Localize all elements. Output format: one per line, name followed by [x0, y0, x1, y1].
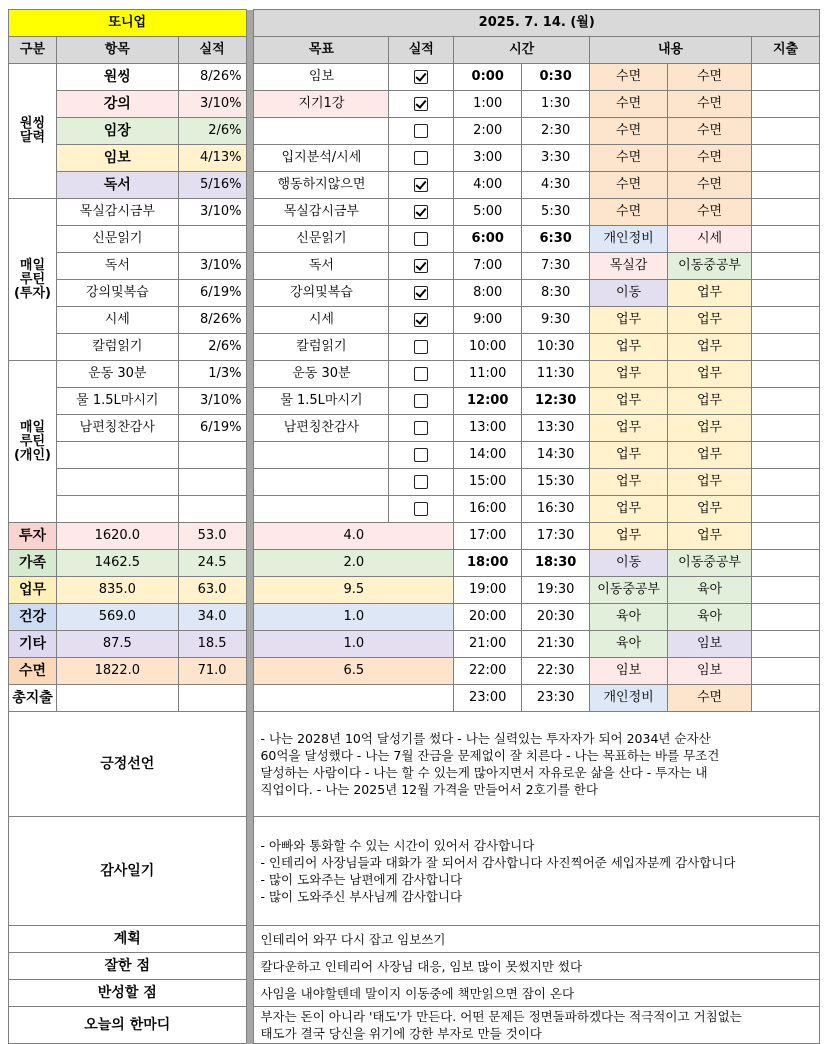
note-label: 긍정선언: [9, 712, 247, 817]
item-ratio: 6/19%: [178, 415, 246, 442]
column-divider: [246, 37, 254, 64]
time-end: 4:30: [522, 172, 590, 199]
time-end: 14:30: [522, 442, 590, 469]
expense-cell[interactable]: [752, 280, 820, 307]
item-name: 목실감시금부: [56, 199, 178, 226]
note-line: 태도가 결국 당신을 위기에 강한 부자로 만들 것이다: [260, 1026, 542, 1041]
note-content: 인테리어 와꾸 다시 잡고 임보쓰기: [254, 926, 820, 953]
group-label-line: 달력: [19, 130, 46, 145]
unchecked-checkbox[interactable]: [414, 421, 428, 435]
content-a: 수면: [590, 64, 668, 91]
content-a: 업무: [590, 469, 668, 496]
item-ratio: 8/26%: [178, 307, 246, 334]
expense-cell[interactable]: [752, 442, 820, 469]
time-start: 14:00: [454, 442, 522, 469]
time-end: 1:30: [522, 91, 590, 118]
actual-checkbox-cell: [389, 91, 454, 118]
content-b: 수면: [668, 199, 752, 226]
date-header: 2025. 7. 14. (월): [254, 10, 820, 37]
summary-value-1: 1620.0: [56, 523, 178, 550]
content-a: 수면: [590, 118, 668, 145]
item-name: 강의: [56, 91, 178, 118]
actual-checkbox-cell: [389, 145, 454, 172]
time-end: 11:30: [522, 361, 590, 388]
note-line: - 나는 2028년 10억 달성기를 썼다 - 나는 실력있는 투자자가 되어 2034년 순자산: [260, 731, 711, 746]
note-line: 직업이다. - 나는 2025년 12월 가격을 만들어서 2호기를 한다: [260, 782, 598, 797]
expense-cell[interactable]: [752, 253, 820, 280]
item-ratio: 2/6%: [178, 334, 246, 361]
header-time: 시간: [454, 37, 590, 64]
time-end: 5:30: [522, 199, 590, 226]
actual-checkbox-cell: [389, 469, 454, 496]
group-label-line: (개인): [13, 447, 51, 463]
header-actual-small: 실적: [178, 37, 246, 64]
header-content: 내용: [590, 37, 752, 64]
goal-cell: 입지분석/시세: [254, 145, 389, 172]
content-a: 업무: [590, 388, 668, 415]
time-start: 4:00: [454, 172, 522, 199]
content-b: 업무: [668, 469, 752, 496]
actual-checkbox-cell: [389, 64, 454, 91]
time-start: 18:00: [454, 550, 522, 577]
summary-value-3: 6.5: [254, 658, 454, 685]
time-end: 13:30: [522, 415, 590, 442]
item-name: 물 1.5L마시기: [56, 388, 178, 415]
note-line: - 많이 도와주는 남편에게 감사합니다: [260, 872, 463, 887]
item-name: 임장: [56, 118, 178, 145]
expense-cell[interactable]: [752, 334, 820, 361]
unchecked-checkbox[interactable]: [414, 475, 428, 489]
item-ratio: 3/10%: [178, 253, 246, 280]
time-end: 12:30: [522, 388, 590, 415]
time-start: 12:00: [454, 388, 522, 415]
planner-title: 또니업: [9, 10, 247, 37]
content-b: 수면: [668, 64, 752, 91]
checked-checkbox[interactable]: [414, 70, 428, 84]
expense-cell[interactable]: [752, 523, 820, 550]
time-start: 9:00: [454, 307, 522, 334]
group-label-line: (투자): [13, 285, 51, 301]
unchecked-checkbox[interactable]: [414, 502, 428, 516]
goal-cell: [254, 469, 389, 496]
unchecked-checkbox[interactable]: [414, 232, 428, 246]
summary-value-2: 63.0: [178, 577, 246, 604]
goal-cell: 물 1.5L마시기: [254, 388, 389, 415]
content-a: 수면: [590, 172, 668, 199]
time-start: 15:00: [454, 469, 522, 496]
actual-checkbox-cell: [389, 334, 454, 361]
goal-cell: [254, 118, 389, 145]
expense-cell[interactable]: [752, 226, 820, 253]
summary-value-1: [56, 685, 178, 712]
time-end: 23:30: [522, 685, 590, 712]
content-a: 임보: [590, 658, 668, 685]
content-b: 임보: [668, 658, 752, 685]
group-label: [9, 64, 57, 199]
summary-label: 가족: [9, 550, 57, 577]
summary-label: 건강: [9, 604, 57, 631]
time-end: 21:30: [522, 631, 590, 658]
item-name: 독서: [56, 172, 178, 199]
content-b: 업무: [668, 523, 752, 550]
time-end: 0:30: [522, 64, 590, 91]
time-end: 7:30: [522, 253, 590, 280]
content-b: 수면: [668, 91, 752, 118]
actual-checkbox-cell: [389, 307, 454, 334]
content-a: 수면: [590, 145, 668, 172]
note-content: 사임을 내야할텐데 말이지 이동중에 책만읽으면 잠이 온다: [254, 980, 820, 1007]
expense-cell[interactable]: [752, 577, 820, 604]
content-a: 개인정비: [590, 226, 668, 253]
note-content: 칼다운하고 인테리어 사장님 대응, 임보 많이 못썼지만 썼다: [254, 953, 820, 980]
time-start: 3:00: [454, 145, 522, 172]
note-line: - 아빠와 통화할 수 있는 시간이 있어서 감사합니다: [260, 838, 535, 853]
time-start: 11:00: [454, 361, 522, 388]
checked-checkbox[interactable]: [414, 97, 428, 111]
actual-checkbox-cell: [389, 226, 454, 253]
item-ratio: 4/13%: [178, 145, 246, 172]
summary-value-2: [178, 685, 246, 712]
actual-checkbox-cell: [389, 442, 454, 469]
time-start: 16:00: [454, 496, 522, 523]
content-b: 시세: [668, 226, 752, 253]
group-label-line: 루틴: [19, 433, 46, 449]
actual-checkbox-cell: [389, 361, 454, 388]
summary-value-3: 1.0: [254, 631, 454, 658]
summary-value-3: [254, 685, 454, 712]
item-name: 임보: [56, 145, 178, 172]
goal-cell: 목실감시금부: [254, 199, 389, 226]
content-a: 업무: [590, 442, 668, 469]
unchecked-checkbox[interactable]: [414, 151, 428, 165]
time-start: 5:00: [454, 199, 522, 226]
content-b: 임보: [668, 631, 752, 658]
expense-cell[interactable]: [752, 361, 820, 388]
actual-checkbox-cell: [389, 415, 454, 442]
summary-value-2: 53.0: [178, 523, 246, 550]
summary-value-3: 1.0: [254, 604, 454, 631]
goal-cell: 운동 30분: [254, 361, 389, 388]
goal-cell: [254, 442, 389, 469]
item-name: 원씽: [56, 64, 178, 91]
note-content: [254, 1007, 820, 1044]
summary-value-3: 9.5: [254, 577, 454, 604]
summary-value-1: 87.5: [56, 631, 178, 658]
note-line: - 인테리어 사장님들과 대화가 잘 되어서 감사합니다 사진찍어준 세입자분께 감사합니다: [260, 855, 736, 870]
item-ratio: 1/3%: [178, 361, 246, 388]
summary-value-1: 569.0: [56, 604, 178, 631]
note-label: 반성할 점: [9, 980, 247, 1007]
unchecked-checkbox[interactable]: [414, 340, 428, 354]
actual-checkbox-cell: [389, 280, 454, 307]
header-expense: 지출: [752, 37, 820, 64]
content-b: 육아: [668, 604, 752, 631]
goal-cell: 시세: [254, 307, 389, 334]
time-start: 6:00: [454, 226, 522, 253]
item-ratio: [178, 496, 246, 523]
content-b: 업무: [668, 280, 752, 307]
checked-checkbox[interactable]: [414, 286, 428, 300]
expense-cell[interactable]: [752, 118, 820, 145]
checked-checkbox[interactable]: [414, 313, 428, 327]
group-label-line: 루틴: [19, 271, 46, 287]
expense-cell[interactable]: [752, 685, 820, 712]
goal-cell: 지기1강: [254, 91, 389, 118]
actual-checkbox-cell: [389, 199, 454, 226]
expense-cell[interactable]: [752, 631, 820, 658]
expense-cell[interactable]: [752, 469, 820, 496]
time-end: 6:30: [522, 226, 590, 253]
time-end: 16:30: [522, 496, 590, 523]
goal-cell: 독서: [254, 253, 389, 280]
content-b: 업무: [668, 415, 752, 442]
item-ratio: 6/19%: [178, 280, 246, 307]
content-b: 업무: [668, 442, 752, 469]
time-end: 19:30: [522, 577, 590, 604]
time-end: 8:30: [522, 280, 590, 307]
summary-value-2: 34.0: [178, 604, 246, 631]
expense-cell[interactable]: [752, 388, 820, 415]
content-b: 업무: [668, 334, 752, 361]
content-b: 업무: [668, 307, 752, 334]
expense-cell[interactable]: [752, 91, 820, 118]
header-goal: 목표: [254, 37, 389, 64]
actual-checkbox-cell: [389, 172, 454, 199]
item-name: 칼럼읽기: [56, 334, 178, 361]
summary-value-1: 1822.0: [56, 658, 178, 685]
item-ratio: [178, 469, 246, 496]
note-content: [254, 712, 820, 817]
content-a: 업무: [590, 496, 668, 523]
summary-value-1: 835.0: [56, 577, 178, 604]
note-line: 부자는 돈이 아니라 '태도'가 만든다. 어떤 문제든 정면돌파하겠다는 적극적이고 거침없는: [260, 1009, 742, 1024]
time-start: 8:00: [454, 280, 522, 307]
note-label: 잘한 점: [9, 953, 247, 980]
content-a: 수면: [590, 199, 668, 226]
content-b: 육아: [668, 577, 752, 604]
expense-cell[interactable]: [752, 64, 820, 91]
expense-cell[interactable]: [752, 145, 820, 172]
unchecked-checkbox[interactable]: [414, 448, 428, 462]
note-line: - 많이 도와주신 부사님께 감사합니다: [260, 889, 463, 904]
content-b: 업무: [668, 388, 752, 415]
item-ratio: 8/26%: [178, 64, 246, 91]
group-label: [9, 361, 57, 523]
time-start: 19:00: [454, 577, 522, 604]
content-a: 이동: [590, 280, 668, 307]
note-content: [254, 817, 820, 926]
summary-value-2: 18.5: [178, 631, 246, 658]
item-name: 신문읽기: [56, 226, 178, 253]
content-b: 수면: [668, 145, 752, 172]
time-start: 20:00: [454, 604, 522, 631]
note-line: 60억을 달성했다 - 나는 7월 잔금을 문제없이 잘 치른다 - 나는 목표하는 바를 무조건: [260, 748, 720, 763]
note-label: 감사일기: [9, 817, 247, 926]
item-name: [56, 496, 178, 523]
goal-cell: 강의및복습: [254, 280, 389, 307]
time-start: 1:00: [454, 91, 522, 118]
actual-checkbox-cell: [389, 388, 454, 415]
item-name: 독서: [56, 253, 178, 280]
planner-grid: [8, 9, 820, 1044]
unchecked-checkbox[interactable]: [414, 124, 428, 138]
time-end: 17:30: [522, 523, 590, 550]
expense-cell[interactable]: [752, 415, 820, 442]
expense-cell[interactable]: [752, 496, 820, 523]
content-b: 수면: [668, 685, 752, 712]
checked-checkbox[interactable]: [414, 259, 428, 273]
summary-label: 수면: [9, 658, 57, 685]
expense-cell[interactable]: [752, 172, 820, 199]
summary-value-3: 2.0: [254, 550, 454, 577]
checked-checkbox[interactable]: [414, 205, 428, 219]
goal-cell: [254, 496, 389, 523]
summary-label: 업무: [9, 577, 57, 604]
goal-cell: 칼럼읽기: [254, 334, 389, 361]
goal-cell: 신문읽기: [254, 226, 389, 253]
group-label: [9, 199, 57, 361]
summary-value-2: 71.0: [178, 658, 246, 685]
summary-label: 투자: [9, 523, 57, 550]
item-ratio: 3/10%: [178, 91, 246, 118]
group-label-line: 매일: [19, 419, 46, 435]
item-name: 남편칭찬감사: [56, 415, 178, 442]
content-a: 업무: [590, 334, 668, 361]
content-a: 수면: [590, 91, 668, 118]
group-label-line: 매일: [19, 257, 46, 273]
summary-value-1: 1462.5: [56, 550, 178, 577]
expense-cell[interactable]: [752, 199, 820, 226]
time-start: 13:00: [454, 415, 522, 442]
summary-value-2: 24.5: [178, 550, 246, 577]
content-a: 이동중공부: [590, 577, 668, 604]
unchecked-checkbox[interactable]: [414, 394, 428, 408]
content-a: 개인정비: [590, 685, 668, 712]
time-end: 15:30: [522, 469, 590, 496]
time-start: 22:00: [454, 658, 522, 685]
content-b: 수면: [668, 118, 752, 145]
item-ratio: 2/6%: [178, 118, 246, 145]
item-name: 강의및복습: [56, 280, 178, 307]
time-end: 3:30: [522, 145, 590, 172]
time-end: 9:30: [522, 307, 590, 334]
time-start: 23:00: [454, 685, 522, 712]
header-category: 구분: [9, 37, 57, 64]
content-b: 수면: [668, 172, 752, 199]
note-line: 달성하는 사람이다 - 나는 할 수 있는게 많아지면서 자유로운 삶을 산다 - 투자는 내: [260, 765, 708, 780]
note-label: 오늘의 한마디: [9, 1007, 247, 1044]
time-start: 0:00: [454, 64, 522, 91]
content-a: 업무: [590, 523, 668, 550]
expense-cell[interactable]: [752, 604, 820, 631]
actual-checkbox-cell: [389, 118, 454, 145]
content-a: 육아: [590, 604, 668, 631]
checked-checkbox[interactable]: [414, 178, 428, 192]
goal-cell: 임보: [254, 64, 389, 91]
unchecked-checkbox[interactable]: [414, 367, 428, 381]
item-ratio: 5/16%: [178, 172, 246, 199]
content-b: 이동중공부: [668, 253, 752, 280]
header-item: 항목: [56, 37, 178, 64]
summary-label: 기타: [9, 631, 57, 658]
item-name: 운동 30분: [56, 361, 178, 388]
content-b: 업무: [668, 496, 752, 523]
content-a: 목실감: [590, 253, 668, 280]
time-end: 2:30: [522, 118, 590, 145]
time-start: 7:00: [454, 253, 522, 280]
item-ratio: 3/10%: [178, 199, 246, 226]
item-name: 시세: [56, 307, 178, 334]
item-ratio: [178, 442, 246, 469]
time-start: 10:00: [454, 334, 522, 361]
time-end: 22:30: [522, 658, 590, 685]
header-actual: 실적: [389, 37, 454, 64]
item-ratio: [178, 226, 246, 253]
content-b: 이동중공부: [668, 550, 752, 577]
group-label-line: 원씽: [19, 116, 46, 131]
summary-value-3: 4.0: [254, 523, 454, 550]
content-a: 업무: [590, 307, 668, 334]
expense-cell[interactable]: [752, 550, 820, 577]
time-end: 18:30: [522, 550, 590, 577]
actual-checkbox-cell: [389, 253, 454, 280]
content-a: 업무: [590, 361, 668, 388]
column-divider: [246, 10, 254, 37]
content-a: 업무: [590, 415, 668, 442]
item-name: [56, 442, 178, 469]
goal-cell: 남편칭찬감사: [254, 415, 389, 442]
item-name: [56, 469, 178, 496]
summary-label: 총지출: [9, 685, 57, 712]
time-end: 10:30: [522, 334, 590, 361]
time-start: 21:00: [454, 631, 522, 658]
expense-cell[interactable]: [752, 658, 820, 685]
column-divider: [246, 64, 254, 1044]
time-start: 2:00: [454, 118, 522, 145]
time-start: 17:00: [454, 523, 522, 550]
time-end: 20:30: [522, 604, 590, 631]
expense-cell[interactable]: [752, 307, 820, 334]
content-a: 이동: [590, 550, 668, 577]
content-b: 업무: [668, 361, 752, 388]
goal-cell: 행동하지않으면: [254, 172, 389, 199]
item-ratio: 3/10%: [178, 388, 246, 415]
actual-checkbox-cell: [389, 496, 454, 523]
content-a: 육아: [590, 631, 668, 658]
note-label: 계획: [9, 926, 247, 953]
